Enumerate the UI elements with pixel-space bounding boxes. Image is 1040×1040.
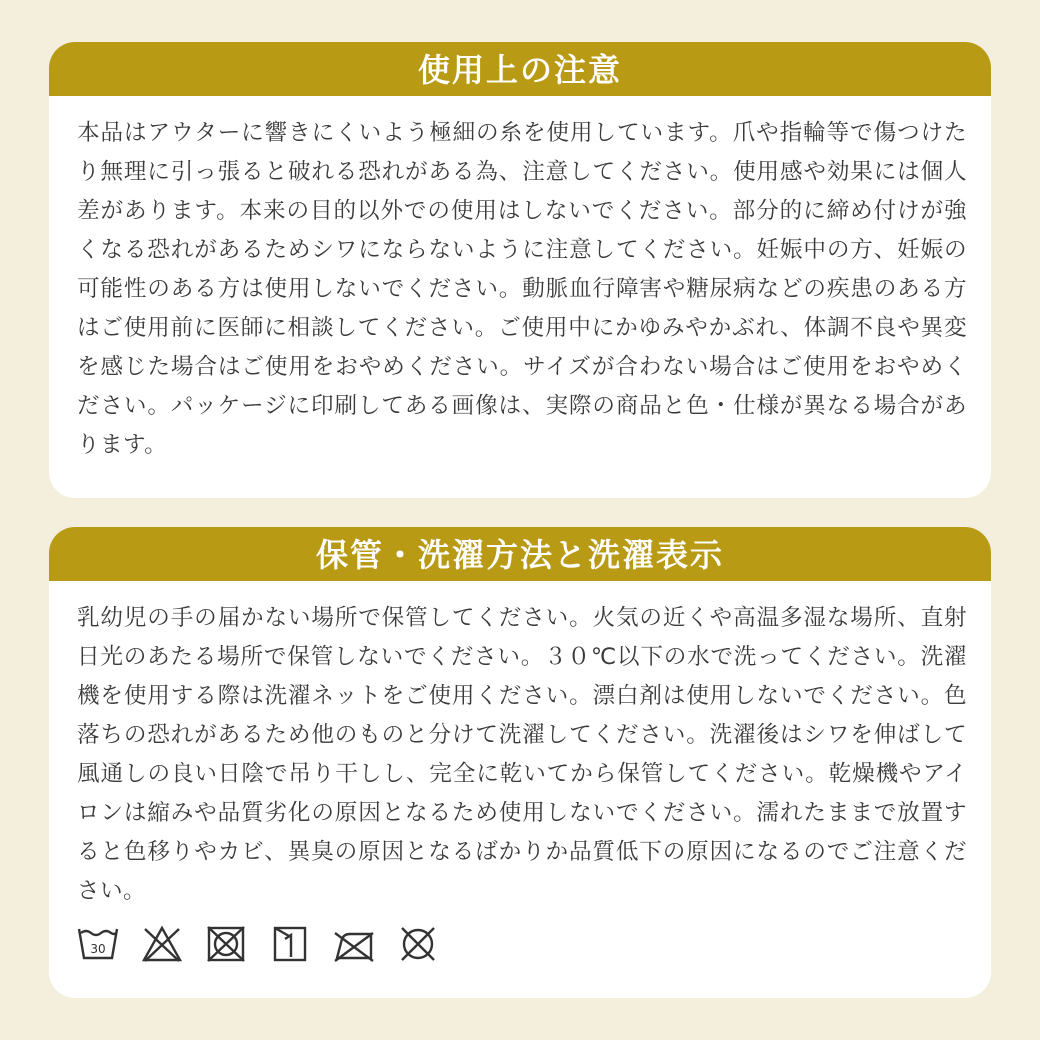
usage-caution-card bbox=[49, 42, 991, 498]
line-dry-shade-icon bbox=[269, 925, 311, 963]
no-iron-icon bbox=[333, 925, 375, 963]
storage-washing-text: 乳幼児の手の届かない場所で保管してください。火気の近くや高温多湿な場所、直射日光のあたる場所で保管しないでください。３０℃以下の水で洗ってください。洗濯機を使用する際は洗濯ネットをご使用ください。漂白剤は使用しないでください。色落ちの恐れがあるため他のものと分けて洗濯してください。洗濯後はシワを伸ばして風通しの良い日陰で吊り干しし、完全に乾いてから保管してください。乾燥機やアイロンは縮みや品質劣化の原因となるため使用しないでください。濡れたままで放置すると色移りやカビ、異臭の原因となるばかりか品質低下の原因になるのでご注意ください。 bbox=[77, 605, 967, 904]
no-bleach-icon bbox=[141, 925, 183, 963]
usage-caution-title: 使用上の注意 bbox=[49, 42, 991, 96]
wash-temp-label: 30 bbox=[90, 942, 106, 956]
no-dry-clean-icon bbox=[397, 925, 439, 963]
care-symbols bbox=[77, 925, 439, 963]
storage-washing-card bbox=[49, 527, 991, 998]
usage-caution-text: 本品はアウターに響きにくいよう極細の糸を使用しています。爪や指輪等で傷つけたり無理に引っ張ると破れる恐れがある為、注意してください。使用感や効果には個人差があります。本来の目的以外での使用はしないでください。部分的に締め付けが強くなる恐れがあるためシワにならないように注意してください。妊娠中の方、妊娠の可能性のある方は使用しないでください。動脈血行障害や糖尿病などの疾患のある方はご使用前に医師に相談してください。ご使用中にかゆみやかぶれ、体調不良や異変を感じた場合はご使用をおやめください。サイズが合わない場合はご使用をおやめください。パッケージに印刷してある画像は、実際の商品と色・仕様が異なる場合があります。 bbox=[77, 120, 967, 458]
no-tumble-dry-icon bbox=[205, 925, 247, 963]
wash-30-icon bbox=[77, 925, 119, 963]
storage-washing-title: 保管・洗濯方法と洗濯表示 bbox=[49, 527, 991, 581]
